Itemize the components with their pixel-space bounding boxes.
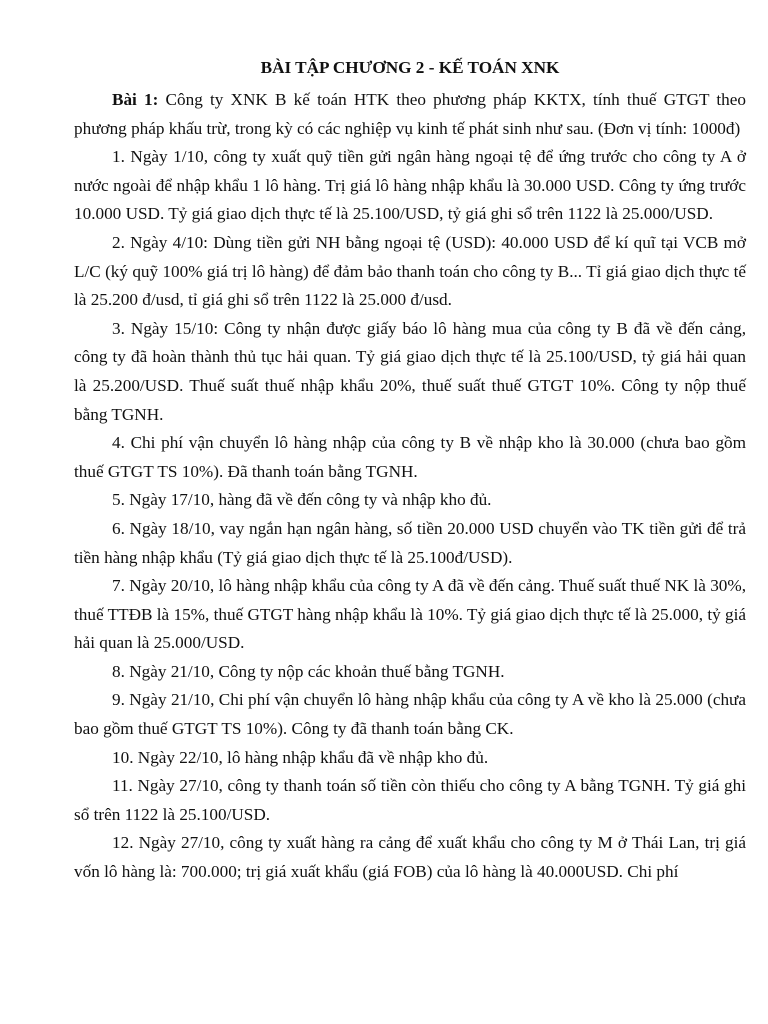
- transaction-item-8: 8. Ngày 21/10, Công ty nộp các khoản thuế bằng TGNH.: [112, 661, 505, 681]
- transaction-item-7: 7. Ngày 20/10, lô hàng nhập khẩu của công ty A đã về đến cảng. Thuế suất thuế NK là 30%, thuế TTĐB là 15%, thuế GTGT hàng nhập khẩu là 10%. Tỷ giá giao dịch thực tế là 25.000, tỷ giá hải quan là 25.000/USD.: [74, 576, 746, 653]
- transaction-item-12: 12. Ngày 27/10, công ty xuất hàng ra cảng để xuất khẩu cho công ty M ở Thái Lan, trị giá vốn lô hàng là: 700.000; trị giá xuất khẩu (giá FOB) của lô hàng là 40.000USD. Chi phí: [74, 833, 746, 882]
- transaction-item-5: 5. Ngày 17/10, hàng đã về đến công ty và nhập kho đủ.: [112, 490, 492, 510]
- exercise-intro: [74, 86, 746, 143]
- transaction-item-10: 10. Ngày 22/10, lô hàng nhập khẩu đã về nhập kho đủ.: [112, 747, 489, 767]
- transaction-item-3: 3. Ngày 15/10: Công ty nhận được giấy báo lô hàng mua của công ty B đã về đến cảng, công ty đã hoàn thành thủ tục hải quan. Tỷ giá giao dịch thực tế là 25.100/USD, tỷ giá hải quan là 25.200/USD. Thuế suất thuế nhập khẩu 20%, thuế suất thuế GTGT 10%. Công ty nộp thuế bằng TGNH.: [74, 318, 746, 424]
- transaction-item-11: 11. Ngày 27/10, công ty thanh toán số tiền còn thiếu cho công ty A bằng TGNH. Tỷ giá ghi sổ trên 1122 là 25.100/USD.: [74, 776, 746, 824]
- transaction-item-6: 6. Ngày 18/10, vay ngắn hạn ngân hàng, số tiền 20.000 USD chuyển vào TK tiền gửi để trả tiền hàng nhập khẩu (Tỷ giá giao dịch thực tế là 25.100đ/USD).: [74, 518, 746, 567]
- transaction-item-4: 4. Chi phí vận chuyển lô hàng nhập của công ty B về nhập kho là 30.000 (chưa bao gồm thuế GTGT TS 10%). Đã thanh toán bằng TGNH.: [74, 433, 746, 481]
- transaction-item-2: 2. Ngày 4/10: Dùng tiền gửi NH bằng ngoại tệ (USD): 40.000 USD để kí quĩ tại VCB mở L/C (ký quỹ 100% giá trị lô hàng) để đảm bảo thanh toán cho công ty B... Tỉ giá giao dịch thực tế là 25.200 đ/usd, tỉ giá ghi sổ trên 1122 là 25.000 đ/usd.: [74, 232, 746, 310]
- exercise-label: Bài 1:: [112, 90, 159, 109]
- exercise-intro-text: Công ty XNK B kế toán HTK theo phương pháp KKTX, tính thuế GTGT theo phương pháp khấu trừ, trong kỳ có các nghiệp vụ kinh tế phát sinh như sau. (Đơn vị tính: 1000đ): [74, 90, 747, 138]
- document-page: [74, 54, 746, 887]
- transaction-item-1: 1. Ngày 1/10, công ty xuất quỹ tiền gửi ngân hàng ngoại tệ để ứng trước cho công ty A ở nước ngoài để nhập khẩu 1 lô hàng. Trị giá lô hàng nhập khẩu là 30.000 USD. Công ty ứng trước 10.000 USD. Tỷ giá giao dịch thực tế là 25.100/USD, tỷ giá ghi sổ trên 1122 là 25.000/USD.: [74, 147, 746, 224]
- transaction-item-9: 9. Ngày 21/10, Chi phí vận chuyển lô hàng nhập khẩu của công ty A về kho là 25.000 (chưa bao gồm thuế GTGT TS 10%). Công ty đã thanh toán bằng CK.: [74, 690, 746, 739]
- document-title: BÀI TẬP CHƯƠNG 2 - KẾ TOÁN XNK: [260, 58, 560, 77]
